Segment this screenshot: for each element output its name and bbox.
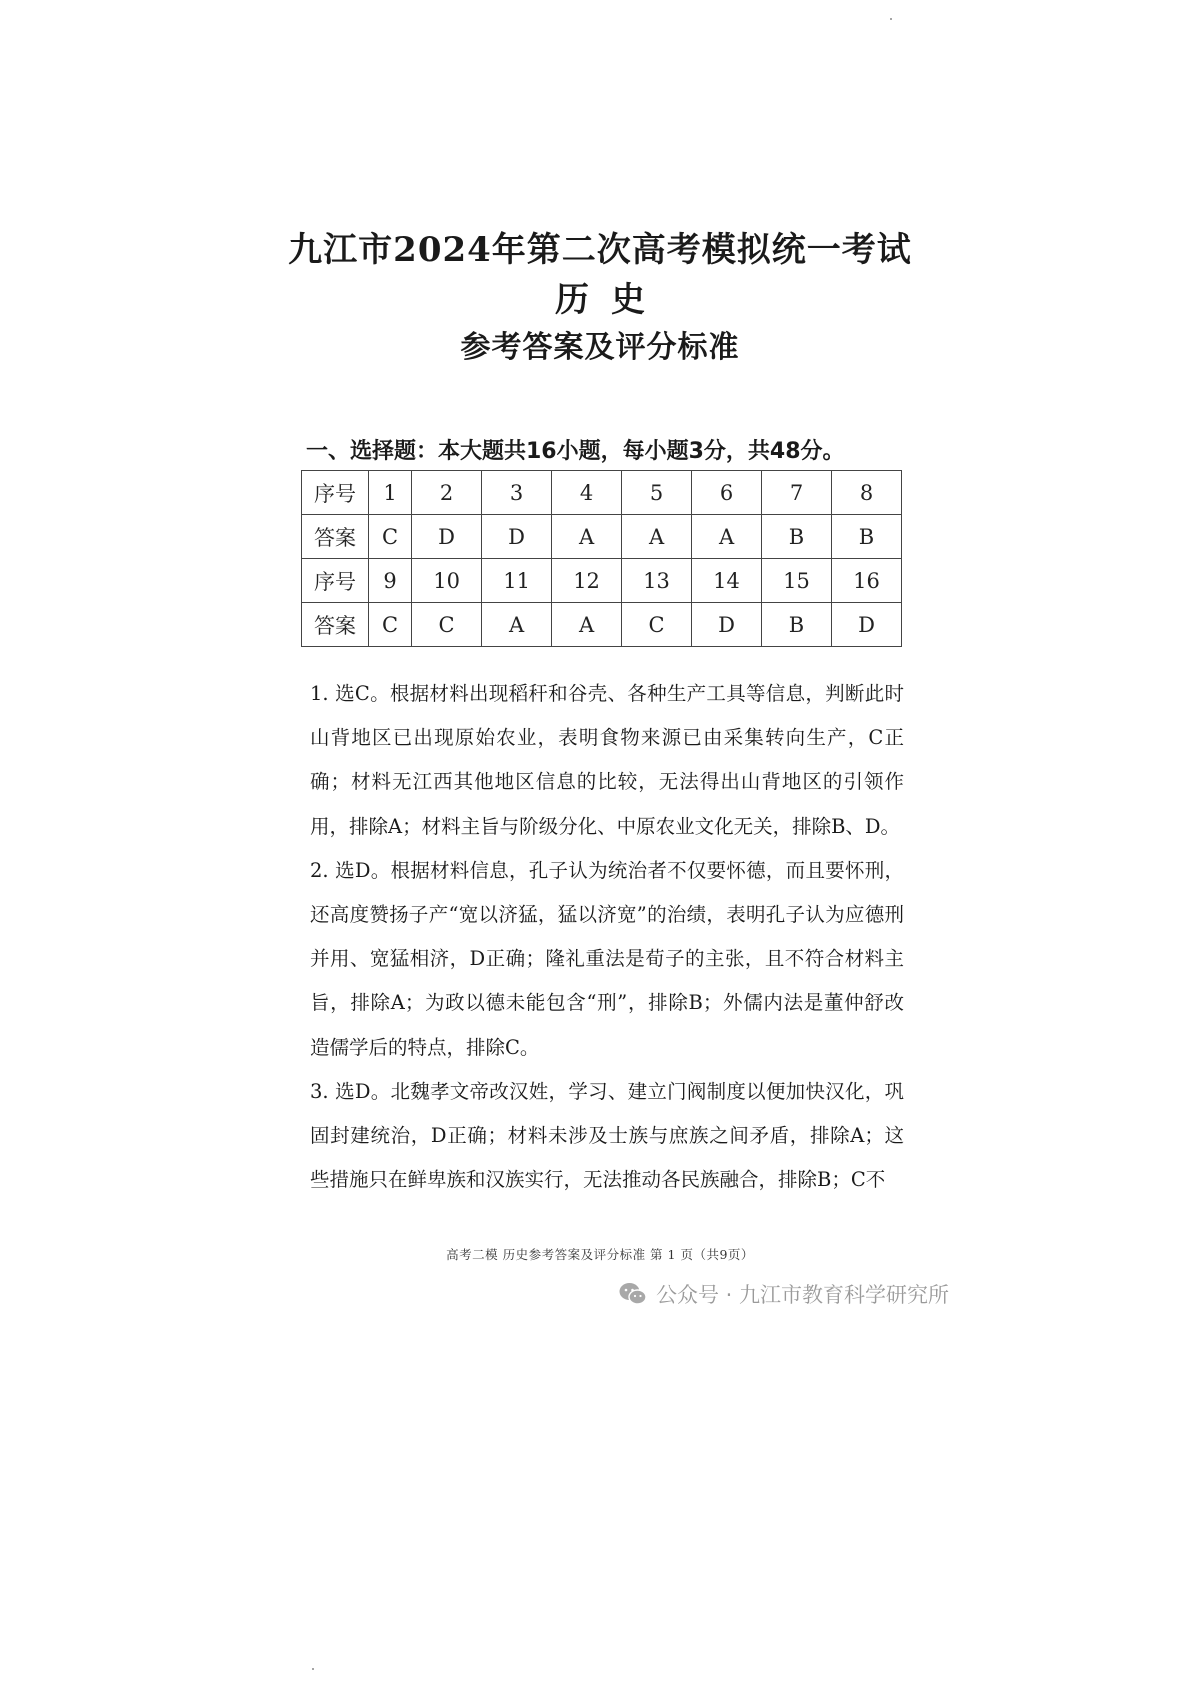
table-cell: A — [482, 603, 552, 647]
explanation-paragraph: 3. 选D。北魏孝文帝改汉姓，学习、建立门阀制度以便加快汉化，巩固封建统治，D正确；材料未涉及士族与庶族之间矛盾，排除A；这些措施只在鲜卑族和汉族实行，无法推动各民族融合，排除B；C不 — [310, 1079, 904, 1192]
row-label: 序号 — [302, 471, 369, 515]
section-heading: 一、选择题：本大题共16小题，每小题3分，共48分。 — [306, 439, 845, 464]
scan-speck — [890, 18, 892, 20]
table-cell: 11 — [482, 559, 552, 603]
row-label: 序号 — [302, 559, 369, 603]
row-label: 答案 — [302, 603, 369, 647]
table-row — [302, 559, 902, 603]
table-cell: C — [622, 603, 692, 647]
scan-speck — [312, 1668, 314, 1670]
table-cell: 9 — [369, 559, 412, 603]
table-row — [302, 603, 902, 647]
table-cell: B — [762, 603, 832, 647]
table-cell: D — [482, 515, 552, 559]
table-cell: A — [552, 515, 622, 559]
table-cell: 14 — [692, 559, 762, 603]
table-cell: 4 — [552, 471, 622, 515]
table-cell: D — [412, 515, 482, 559]
table-cell: A — [692, 515, 762, 559]
wechat-icon — [618, 1281, 648, 1307]
table-cell: 7 — [762, 471, 832, 515]
table-cell: B — [762, 515, 832, 559]
subject-title: 历史 — [555, 280, 667, 320]
table-cell: 1 — [369, 471, 412, 515]
table-cell: A — [622, 515, 692, 559]
document-subtitle: 参考答案及评分标准 — [460, 330, 740, 365]
answer-table — [301, 470, 902, 647]
table-cell: 3 — [482, 471, 552, 515]
table-cell: B — [832, 515, 902, 559]
table-cell: D — [692, 603, 762, 647]
table-cell: 15 — [762, 559, 832, 603]
table-cell: D — [832, 603, 902, 647]
table-cell: 10 — [412, 559, 482, 603]
table-cell: C — [369, 603, 412, 647]
table-cell: 16 — [832, 559, 902, 603]
answer-explanations — [310, 672, 904, 1202]
page-footer: 高考二模 历史参考答案及评分标准 第 1 页（共9页） — [446, 1247, 754, 1262]
table-cell: 12 — [552, 559, 622, 603]
table-cell: 8 — [832, 471, 902, 515]
table-cell: 2 — [412, 471, 482, 515]
explanation-paragraph: 2. 选D。根据材料信息，孔子认为统治者不仅要怀德，而且要怀刑，还高度赞扬子产“宽以济猛，猛以济宽”的治绩，表明孔子认为应德刑并用、宽猛相济，D正确；隆礼重法是荀子的主张，且不符合材料主旨，排除A；为政以德未能包含“刑”，排除B；外儒内法是董仲舒改造儒学后的特点，排除C。 — [310, 858, 904, 1059]
table-row — [302, 515, 902, 559]
row-label: 答案 — [302, 515, 369, 559]
table-cell: A — [552, 603, 622, 647]
watermark — [618, 1279, 949, 1309]
table-row — [302, 471, 902, 515]
table-cell: 5 — [622, 471, 692, 515]
explanation-paragraph: 1. 选C。根据材料出现稻秆和谷壳、各种生产工具等信息，判断此时山背地区已出现原始农业，表明食物来源已由采集转向生产，C正确；材料无江西其他地区信息的比较，无法得出山背地区的引领作用，排除A；材料主旨与阶级分化、中原农业文化无关，排除B、D。 — [310, 682, 904, 838]
table-cell: 6 — [692, 471, 762, 515]
table-cell: C — [412, 603, 482, 647]
table-cell: C — [369, 515, 412, 559]
watermark-text: 公众号 · 九江市教育科学研究所 — [656, 1283, 950, 1307]
exam-title: 九江市2024年第二次高考模拟统一考试 — [288, 230, 912, 270]
table-cell: 13 — [622, 559, 692, 603]
